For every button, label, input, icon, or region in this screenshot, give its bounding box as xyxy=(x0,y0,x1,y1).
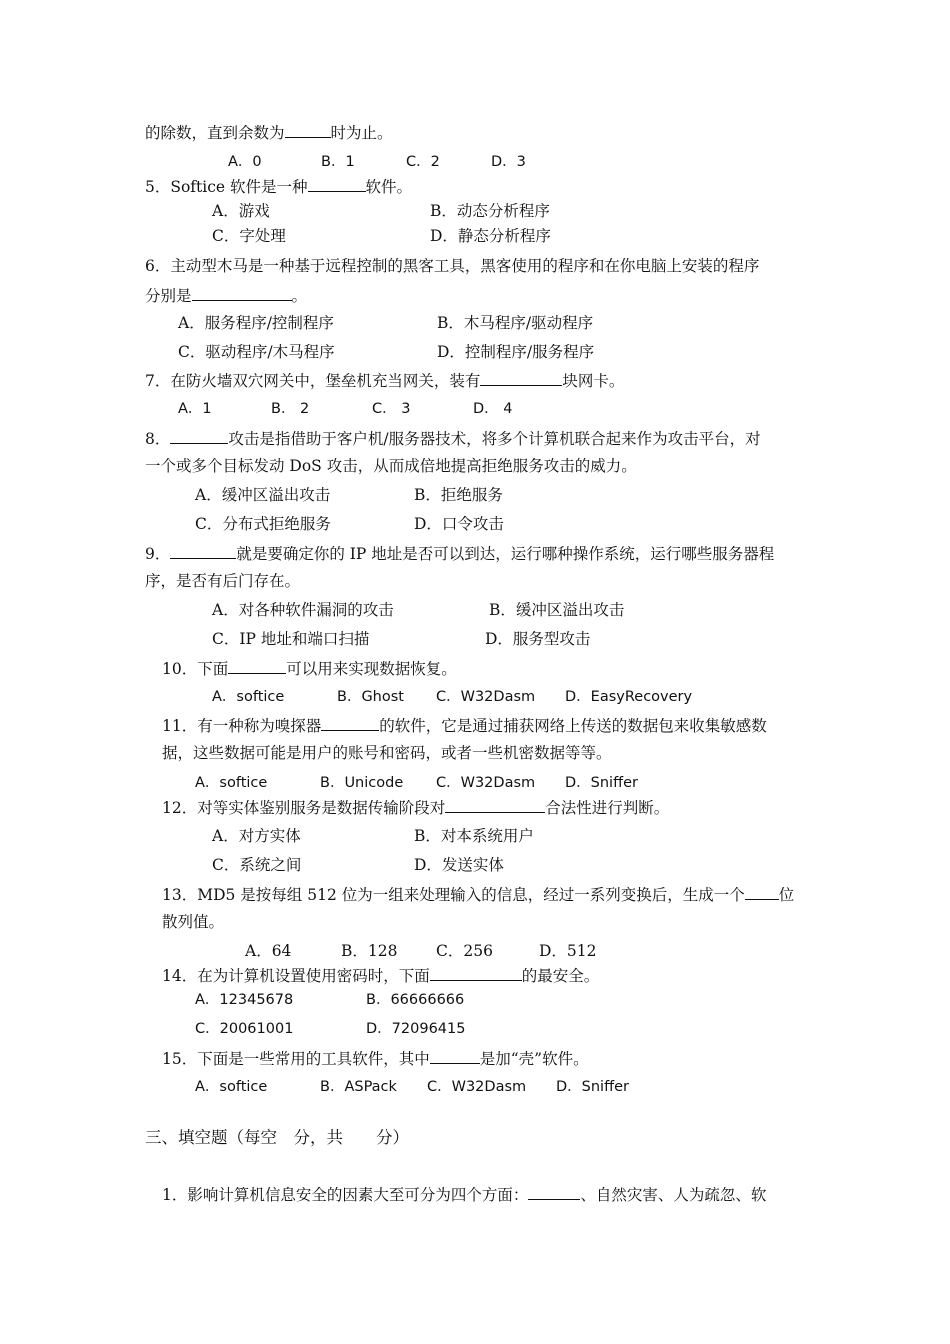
answer-blank xyxy=(745,884,779,900)
question-12: 12．对等实体鉴别服务是数据传输阶段对 合法性进行判断。 xyxy=(162,799,670,817)
option-q15-c: C．W32Dasm xyxy=(427,1079,527,1095)
question-13-line-1: 13．MD5 是按每组 512 位为一组来处理输入的信息，经过一系列变换后，生成一个 位 xyxy=(162,886,795,904)
answer-blank xyxy=(445,797,545,813)
question-13-line-2: 散列值。 xyxy=(162,913,225,931)
option-q7-a: A．1 xyxy=(178,401,212,417)
question-9-line-2: 序，是否有后门存在。 xyxy=(145,572,301,590)
answer-blank xyxy=(192,285,292,301)
answer-blank xyxy=(285,122,331,138)
option-q6-b: B．木马程序/驱动程序 xyxy=(437,314,594,332)
option-q15-b: B．ASPack xyxy=(320,1079,397,1095)
answer-blank xyxy=(170,543,236,559)
answer-blank xyxy=(480,370,562,386)
question-6-line-1: 6．主动型木马是一种基于远程控制的黑客工具，黑客使用的程序和在你电脑上安装的程序 xyxy=(145,257,760,275)
option-q10-c: C．W32Dasm xyxy=(436,689,536,705)
option-q8-c: C．分布式拒绝服务 xyxy=(195,515,331,533)
option-q9-c: C．IP 地址和端口扫描 xyxy=(212,630,370,648)
option-q12-c: C．系统之间 xyxy=(212,856,302,874)
option-q12-d: D．发送实体 xyxy=(414,856,504,874)
option-q12-b: B．对本系统用户 xyxy=(414,827,534,845)
option-q5-a: A．游戏 xyxy=(212,202,270,220)
option-q13-a: A．64 xyxy=(245,942,292,960)
option-q13-c: C．256 xyxy=(436,942,493,960)
option-q13-d: D．512 xyxy=(539,942,597,960)
option-q7-b: B． 2 xyxy=(271,401,310,417)
answer-blank xyxy=(430,965,522,981)
answer-blank xyxy=(430,1048,480,1064)
option-q15-a: A．softice xyxy=(195,1079,268,1095)
option-q14-b: B．66666666 xyxy=(366,992,465,1008)
option-q14-d: D．72096415 xyxy=(366,1021,466,1037)
answer-blank xyxy=(308,176,366,192)
option-q7-c: C． 3 xyxy=(372,401,411,417)
question-8-line-2: 一个或多个目标发动 DoS 攻击，从而成倍地提高拒绝服务攻击的威力。 xyxy=(145,457,637,475)
option-q13-b: B．128 xyxy=(341,942,398,960)
option-q14-c: C．20061001 xyxy=(195,1021,294,1037)
option-q4-b: B．1 xyxy=(321,154,355,170)
question-10: 10．下面 可以用来实现数据恢复。 xyxy=(162,660,457,678)
answer-blank xyxy=(321,715,379,731)
option-q8-d: D．口令攻击 xyxy=(414,515,504,533)
option-q15-d: D．Sniffer xyxy=(556,1079,629,1095)
question-5: 5．Softice 软件是一种 软件。 xyxy=(145,178,413,196)
option-q9-d: D．服务型攻击 xyxy=(485,630,591,648)
question-7: 7．在防火墙双穴网关中，堡垒机充当网关，装有 块网卡。 xyxy=(145,372,625,390)
option-q14-a: A．12345678 xyxy=(195,992,294,1008)
question-14: 14．在为计算机设置使用密码时，下面 的最安全。 xyxy=(162,967,600,985)
question-11-line-1: 11．有一种称为嗅探器 的软件，它是通过捕获网络上传送的数据包来收集敏感数 xyxy=(162,717,767,735)
question-15: 15．下面是一些常用的工具软件，其中 是加“壳”软件。 xyxy=(162,1050,589,1068)
answer-blank xyxy=(170,428,228,444)
option-q4-c: C．2 xyxy=(406,154,440,170)
option-q9-b: B．缓冲区溢出攻击 xyxy=(489,601,625,619)
option-q8-b: B．拒绝服务 xyxy=(414,486,503,504)
option-q4-d: D．3 xyxy=(491,154,526,170)
question-4-continuation: 的除数，直到余数为 时为止。 xyxy=(145,124,393,142)
option-q6-d: D．控制程序/服务程序 xyxy=(437,343,595,361)
section-heading: 三、填空题（每空 分，共 分） xyxy=(145,1128,409,1147)
option-q11-b: B．Unicode xyxy=(320,775,404,791)
option-q4-a: A．0 xyxy=(228,154,262,170)
option-q5-b: B．动态分析程序 xyxy=(430,202,550,220)
question-9-line-1: 9． 就是要确定你的 IP 地址是否可以到达，运行哪种操作系统，运行哪些服务器程 xyxy=(145,545,775,563)
option-q5-c: C．字处理 xyxy=(212,227,286,245)
option-q12-a: A．对方实体 xyxy=(212,827,301,845)
option-q7-d: D． 4 xyxy=(473,401,513,417)
option-q11-c: C．W32Dasm xyxy=(436,775,536,791)
option-q5-d: D．静态分析程序 xyxy=(430,227,551,245)
answer-blank xyxy=(528,1184,580,1200)
question-11-line-2: 据，这些数据可能是用户的账号和密码，或者一些机密数据等等。 xyxy=(162,744,612,762)
option-q6-a: A．服务程序/控制程序 xyxy=(178,314,334,332)
answer-blank xyxy=(228,658,286,674)
option-q9-a: A．对各种软件漏洞的攻击 xyxy=(212,601,394,619)
option-q6-c: C．驱动程序/木马程序 xyxy=(178,343,335,361)
option-q11-a: A．softice xyxy=(195,775,268,791)
question-6-line-2: 分别是 。 xyxy=(145,287,308,305)
option-q11-d: D．Sniffer xyxy=(565,775,638,791)
option-q8-a: A．缓冲区溢出攻击 xyxy=(195,486,331,504)
fill-question-1: 1．影响计算机信息安全的因素大至可分为四个方面： 、自然灾害、人为疏忽、软 xyxy=(162,1186,767,1204)
question-8-line-1: 8． 攻击是指借助于客户机/服务器技术，将多个计算机联合起来作为攻击平台，对 xyxy=(145,430,761,448)
option-q10-d: D．EasyRecovery xyxy=(565,689,693,705)
option-q10-a: A．softice xyxy=(212,689,285,705)
option-q10-b: B．Ghost xyxy=(337,689,404,705)
